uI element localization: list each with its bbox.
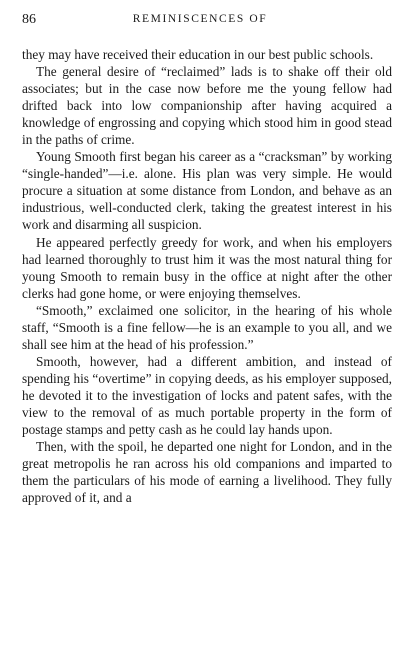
paragraph: Then, with the spoil, he departed one night for London, and in the great metropolis he ran across his old companions and imparted to them the particulars of his mode of earning a livelihood. They fully approved of it, and a [22, 439, 392, 506]
body-text [22, 46, 392, 506]
paragraph: The general desire of “reclaimed” lads is to shake off their old associates; but in the case now before me the young fellow had drifted back into low companionship after having acquired a knowledge of engrossing and copying which stood him in good stead in the paths of crime. [22, 64, 392, 148]
paragraph-continued: they may have received their education in our best public schools. [22, 47, 374, 62]
page-number: 86 [22, 12, 36, 27]
paragraph: Smooth, however, had a different ambition, and instead of spending his “overtime” in copying deeds, as his employer supposed, he devoted it to the investigation of locks and patent safes, with the view to the removal of as much portable property in the form of postage stamps and petty cash as he could lay hands upon. [22, 353, 392, 438]
paragraph: “Smooth,” exclaimed one solicitor, in the hearing of his whole staff, “Smooth is a fine fellow—he is an example to you all, and we shall see him at the head of his profession.” [22, 302, 392, 352]
paragraph: He appeared perfectly greedy for work, and when his employers had learned thoroughly to trust him it was the most natural thing for young Smooth to remain busy in the office at night after the other clerks had gone home, or were enjoying themselves. [22, 234, 392, 301]
running-head [22, 12, 378, 30]
running-title: REMINISCENCES OF [132, 13, 268, 25]
paragraph: Young Smooth first began his career as a “cracksman” by working “single-handed”—i.e. alone. His plan was very simple. He would procure a situation at some distance from London, and behave as an industrious, well-conducted clerk, taking the greatest interest in his work and disarming all suspicion. [22, 149, 392, 233]
